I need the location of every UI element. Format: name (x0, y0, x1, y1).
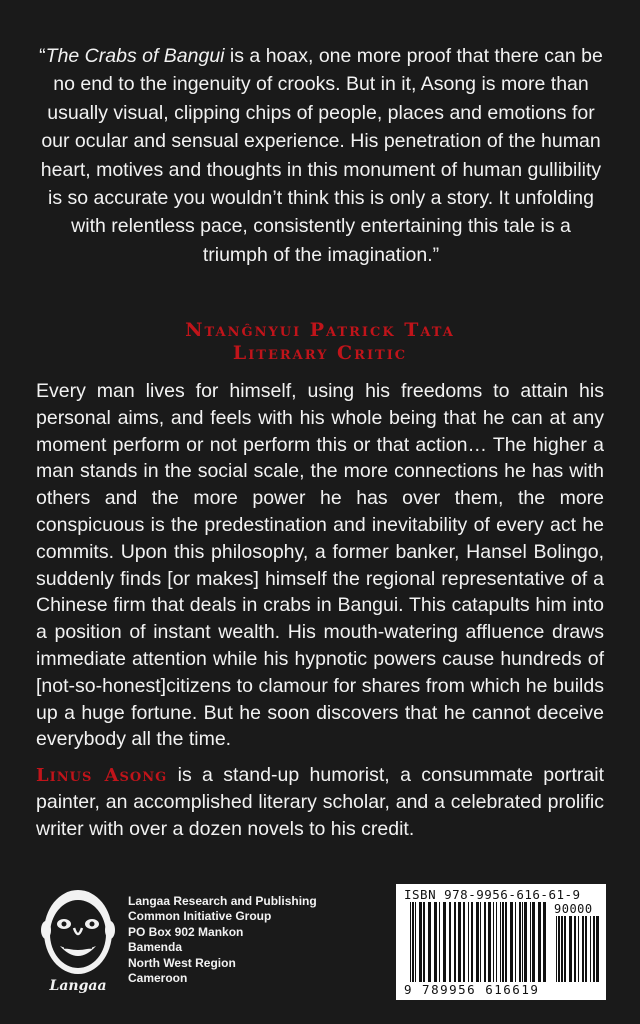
barcode-bar (569, 916, 572, 982)
barcode-bar (515, 902, 516, 982)
publisher-line: Common Initiative Group (128, 909, 272, 924)
review-quote (38, 42, 604, 269)
barcode-bar (412, 902, 414, 982)
book-blurb: Every man lives for himself, using his freedoms to attain his personal aims, and feels with his whole being that he can at any moment perform or not perform this or that action… The higher a man stands in the social scale, the more connections he has with others and the more power he has over them, the more conspicuous is the predestination and inevitability of every act he commits. Upon this philosophy, a former banker, Hansel Bolingo, suddenly finds [or makes] himself the regional representative of a Chinese firm that deals in crabs in Bangui. This catapults him into a position of instant wealth. His mouth-watering affluence draws immediate attention while his hypnotic powers cause hundreds of [not-so-honest]citizens to clamour for shares from which he builds up a huge fortune. But he soon discovers that he cannot deceive everybody all the time. (36, 380, 604, 751)
barcode-bar (593, 916, 595, 982)
barcode-bar (471, 902, 473, 982)
barcode-bar (505, 902, 507, 982)
barcode-bar (532, 902, 535, 982)
barcode-bar (468, 902, 469, 982)
isbn-number: ISBN 978-9956-616-61-9 (404, 887, 581, 902)
author-bio (36, 762, 604, 843)
publisher-line: Langaa Research and Publishing (128, 894, 317, 908)
barcode-bar (488, 902, 491, 982)
barcode-bar (484, 902, 486, 982)
barcode-bar (454, 902, 456, 982)
barcode-bar (480, 902, 481, 982)
publisher-line: Bamenda (128, 940, 183, 955)
logo-label: Langaa (49, 978, 107, 994)
publisher-line: PO Box 902 Mankon (128, 924, 244, 939)
barcode-bar (590, 916, 591, 982)
ean-digits: 9 789956 616619 (404, 982, 540, 997)
barcode-bar (419, 902, 422, 982)
barcode-bar (558, 916, 560, 982)
publisher-line: North West Region (128, 955, 236, 970)
barcode-bar (543, 902, 546, 982)
barcode-bar (458, 902, 461, 982)
critic-name: Ntanĝnyui Patrick Tata (185, 319, 455, 341)
barcode-bar (410, 902, 411, 982)
quote-open-mark: “ (39, 45, 46, 67)
barcode-bar (522, 902, 523, 982)
barcode-bar (476, 902, 479, 982)
barcode-bar (582, 916, 584, 982)
addon-barcode-bars (556, 916, 600, 982)
barcode-bar (443, 902, 446, 982)
barcode-bars (410, 902, 546, 982)
publisher-line: Cameroon (128, 971, 188, 986)
barcode-bar (596, 916, 599, 982)
barcode-bar (502, 902, 504, 982)
barcode-bar (463, 902, 465, 982)
isbn-barcode (396, 884, 606, 1000)
barcode-bar (530, 902, 531, 982)
barcode-bar (578, 916, 579, 982)
critic-role: Literary Critic (232, 342, 408, 364)
barcode-bar (428, 902, 431, 982)
barcode-bar (574, 916, 576, 982)
barcode-bar (564, 916, 566, 982)
barcode-bar (493, 902, 494, 982)
barcode-bar (524, 902, 527, 982)
barcode-bar (434, 902, 437, 982)
barcode-bar (439, 902, 440, 982)
barcode-bar (519, 902, 521, 982)
barcode-bar (415, 902, 416, 982)
publisher-address (128, 894, 317, 986)
barcode-bar (496, 902, 497, 982)
barcode-bar (556, 916, 557, 982)
langaa-logo (36, 884, 120, 996)
barcode-bar (449, 902, 451, 982)
barcode-bar (510, 902, 513, 982)
author-name: Linus Asong (36, 765, 168, 786)
barcode-bar (585, 916, 587, 982)
price-code: 90000 (554, 902, 593, 916)
barcode-bar (538, 902, 541, 982)
author-bio-text: is a stand-up humorist, a consummate portrait painter, an accomplished literary scholar, and a celebrated prolific writer with over a dozen novels to his credit. (36, 764, 604, 840)
book-title: The Crabs of Bangui (45, 45, 225, 67)
barcode-bar (561, 916, 563, 982)
barcode-bar (423, 902, 425, 982)
quote-body: is a hoax, one more proof that there can be no end to the ingenuity of crooks. But in it, Asong is more than usually visual, clipping chips of people, places and emotions for our ocular and sensual experience. His penetration of the human heart, motives and thoughts in this monument of human gullibility is so accurate you wouldn’t think this is only a story. It unfolding with relentless pace, consistently entertaining this tale is a triumph of the imagination.” (40, 45, 603, 266)
barcode-bar (500, 902, 501, 982)
